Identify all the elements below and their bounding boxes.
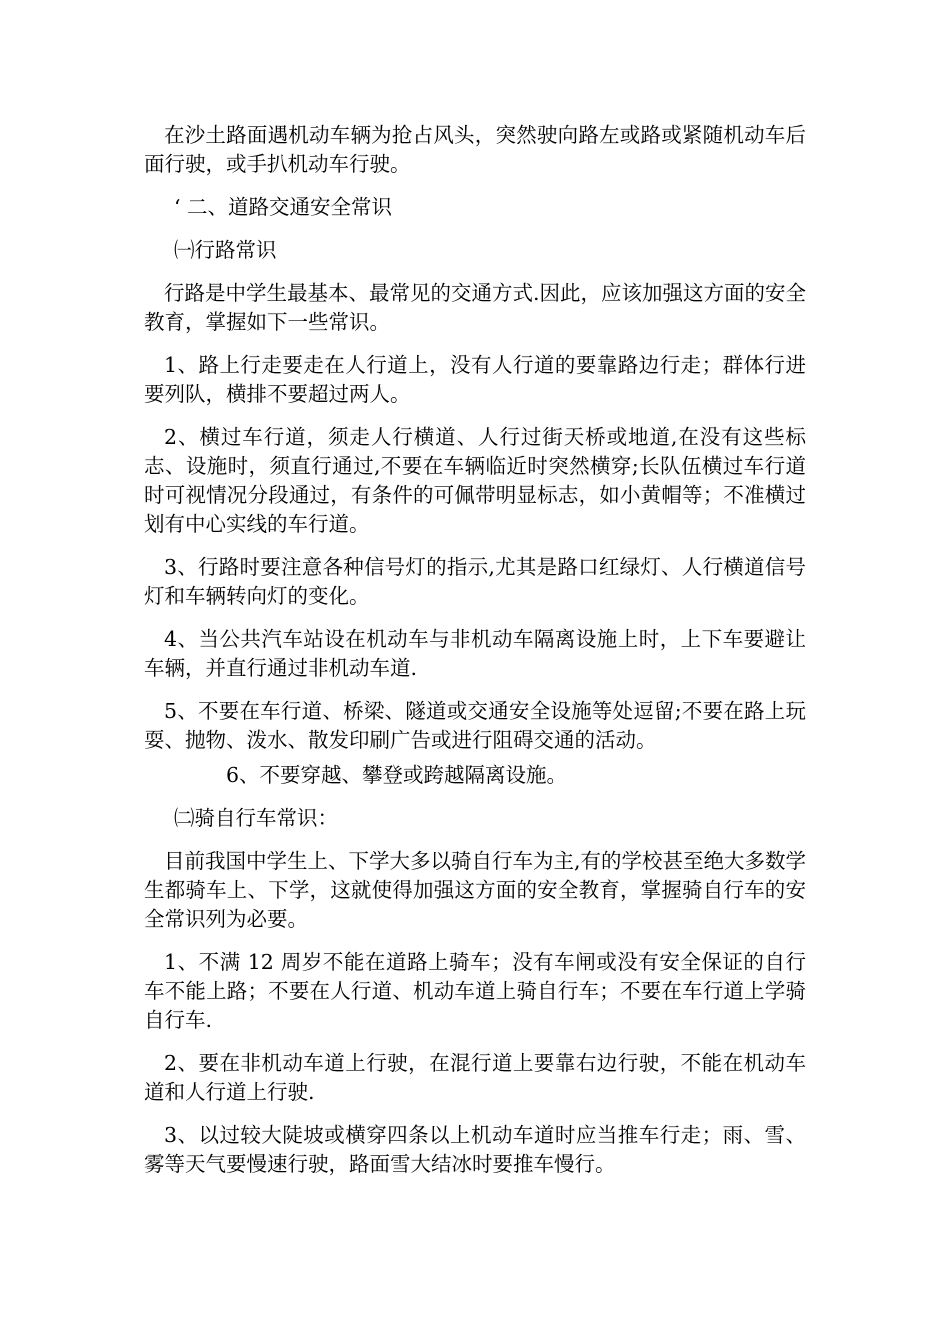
paragraph-cycling-intro: 目前我国中学生上、下学大多以骑自行车为主,有的学校甚至绝大多数学生都骑车上、下学，这就使得加强这方面的安全教育，掌握骑自行车的安全常识列为必要。 bbox=[144, 849, 807, 931]
paragraph-walking-intro: 行路是中学生最基本、最常见的交通方式.因此，应该加强这方面的安全教育，掌握如下一些常识。 bbox=[144, 281, 807, 334]
list-item-cycling-1: 1、不满 12 周岁不能在道路上骑车；没有车闸或没有安全保证的自行车不能上路；不要在人行道、机动车道上骑自行车；不要在车行道上学骑自行车. bbox=[144, 950, 806, 1032]
list-item-walking-2: 2、横过车行道，须走人行横道、人行过街天桥或地道,在没有这些标志、设施时，须直行通过,不要在车辆临近时突然横穿;长队伍横过车行道时可视情况分段通过，有条件的可佩带明显标志，如小黄帽等；不准横过划有中心实线的车行道。 bbox=[144, 425, 806, 536]
list-item-walking-6: 6、不要穿越、攀登或跨越隔离设施。 bbox=[226, 763, 568, 787]
list-item-walking-4: 4、当公共汽车站设在机动车与非机动车隔离设施上时，上下车要避让车辆，并直行通过非机动车道. bbox=[144, 627, 806, 680]
subsection-heading-walking: ㈠行路常识 bbox=[174, 238, 277, 262]
paragraph-intro-continued: 在沙土路面遇机动车辆为抢占风头，突然驶向路左或路或紧随机动车后面行驶，或手扒机动车行驶。 bbox=[144, 123, 806, 176]
list-item-walking-1: 1、路上行走要走在人行道上，没有人行道的要靠路边行走；群体行进要列队，横排不要超过两人。 bbox=[144, 353, 806, 406]
list-item-walking-5: 5、不要在车行道、桥梁、隧道或交通安全设施等处逗留;不要在路上玩耍、抛物、泼水、散发印刷广告或进行阻碍交通的活动。 bbox=[144, 699, 806, 752]
section-heading-road-safety: ‘ 二、道路交通安全常识 bbox=[174, 195, 393, 219]
list-item-cycling-3: 3、以过较大陡坡或横穿四条以上机动车道时应当推车行走；雨、雪、雾等天气要慢速行驶，路面雪大结冰时要推车慢行。 bbox=[144, 1123, 806, 1176]
document-body bbox=[144, 121, 806, 1193]
list-item-cycling-2: 2、要在非机动车道上行驶，在混行道上要靠右边行驶，不能在机动车道和人行道上行驶. bbox=[144, 1051, 806, 1104]
list-item-walking-3: 3、行路时要注意各种信号灯的指示,尤其是路口红绿灯、人行横道信号灯和车辆转向灯的变化。 bbox=[144, 555, 806, 608]
subsection-heading-cycling: ㈡骑自行车常识： bbox=[174, 806, 338, 830]
